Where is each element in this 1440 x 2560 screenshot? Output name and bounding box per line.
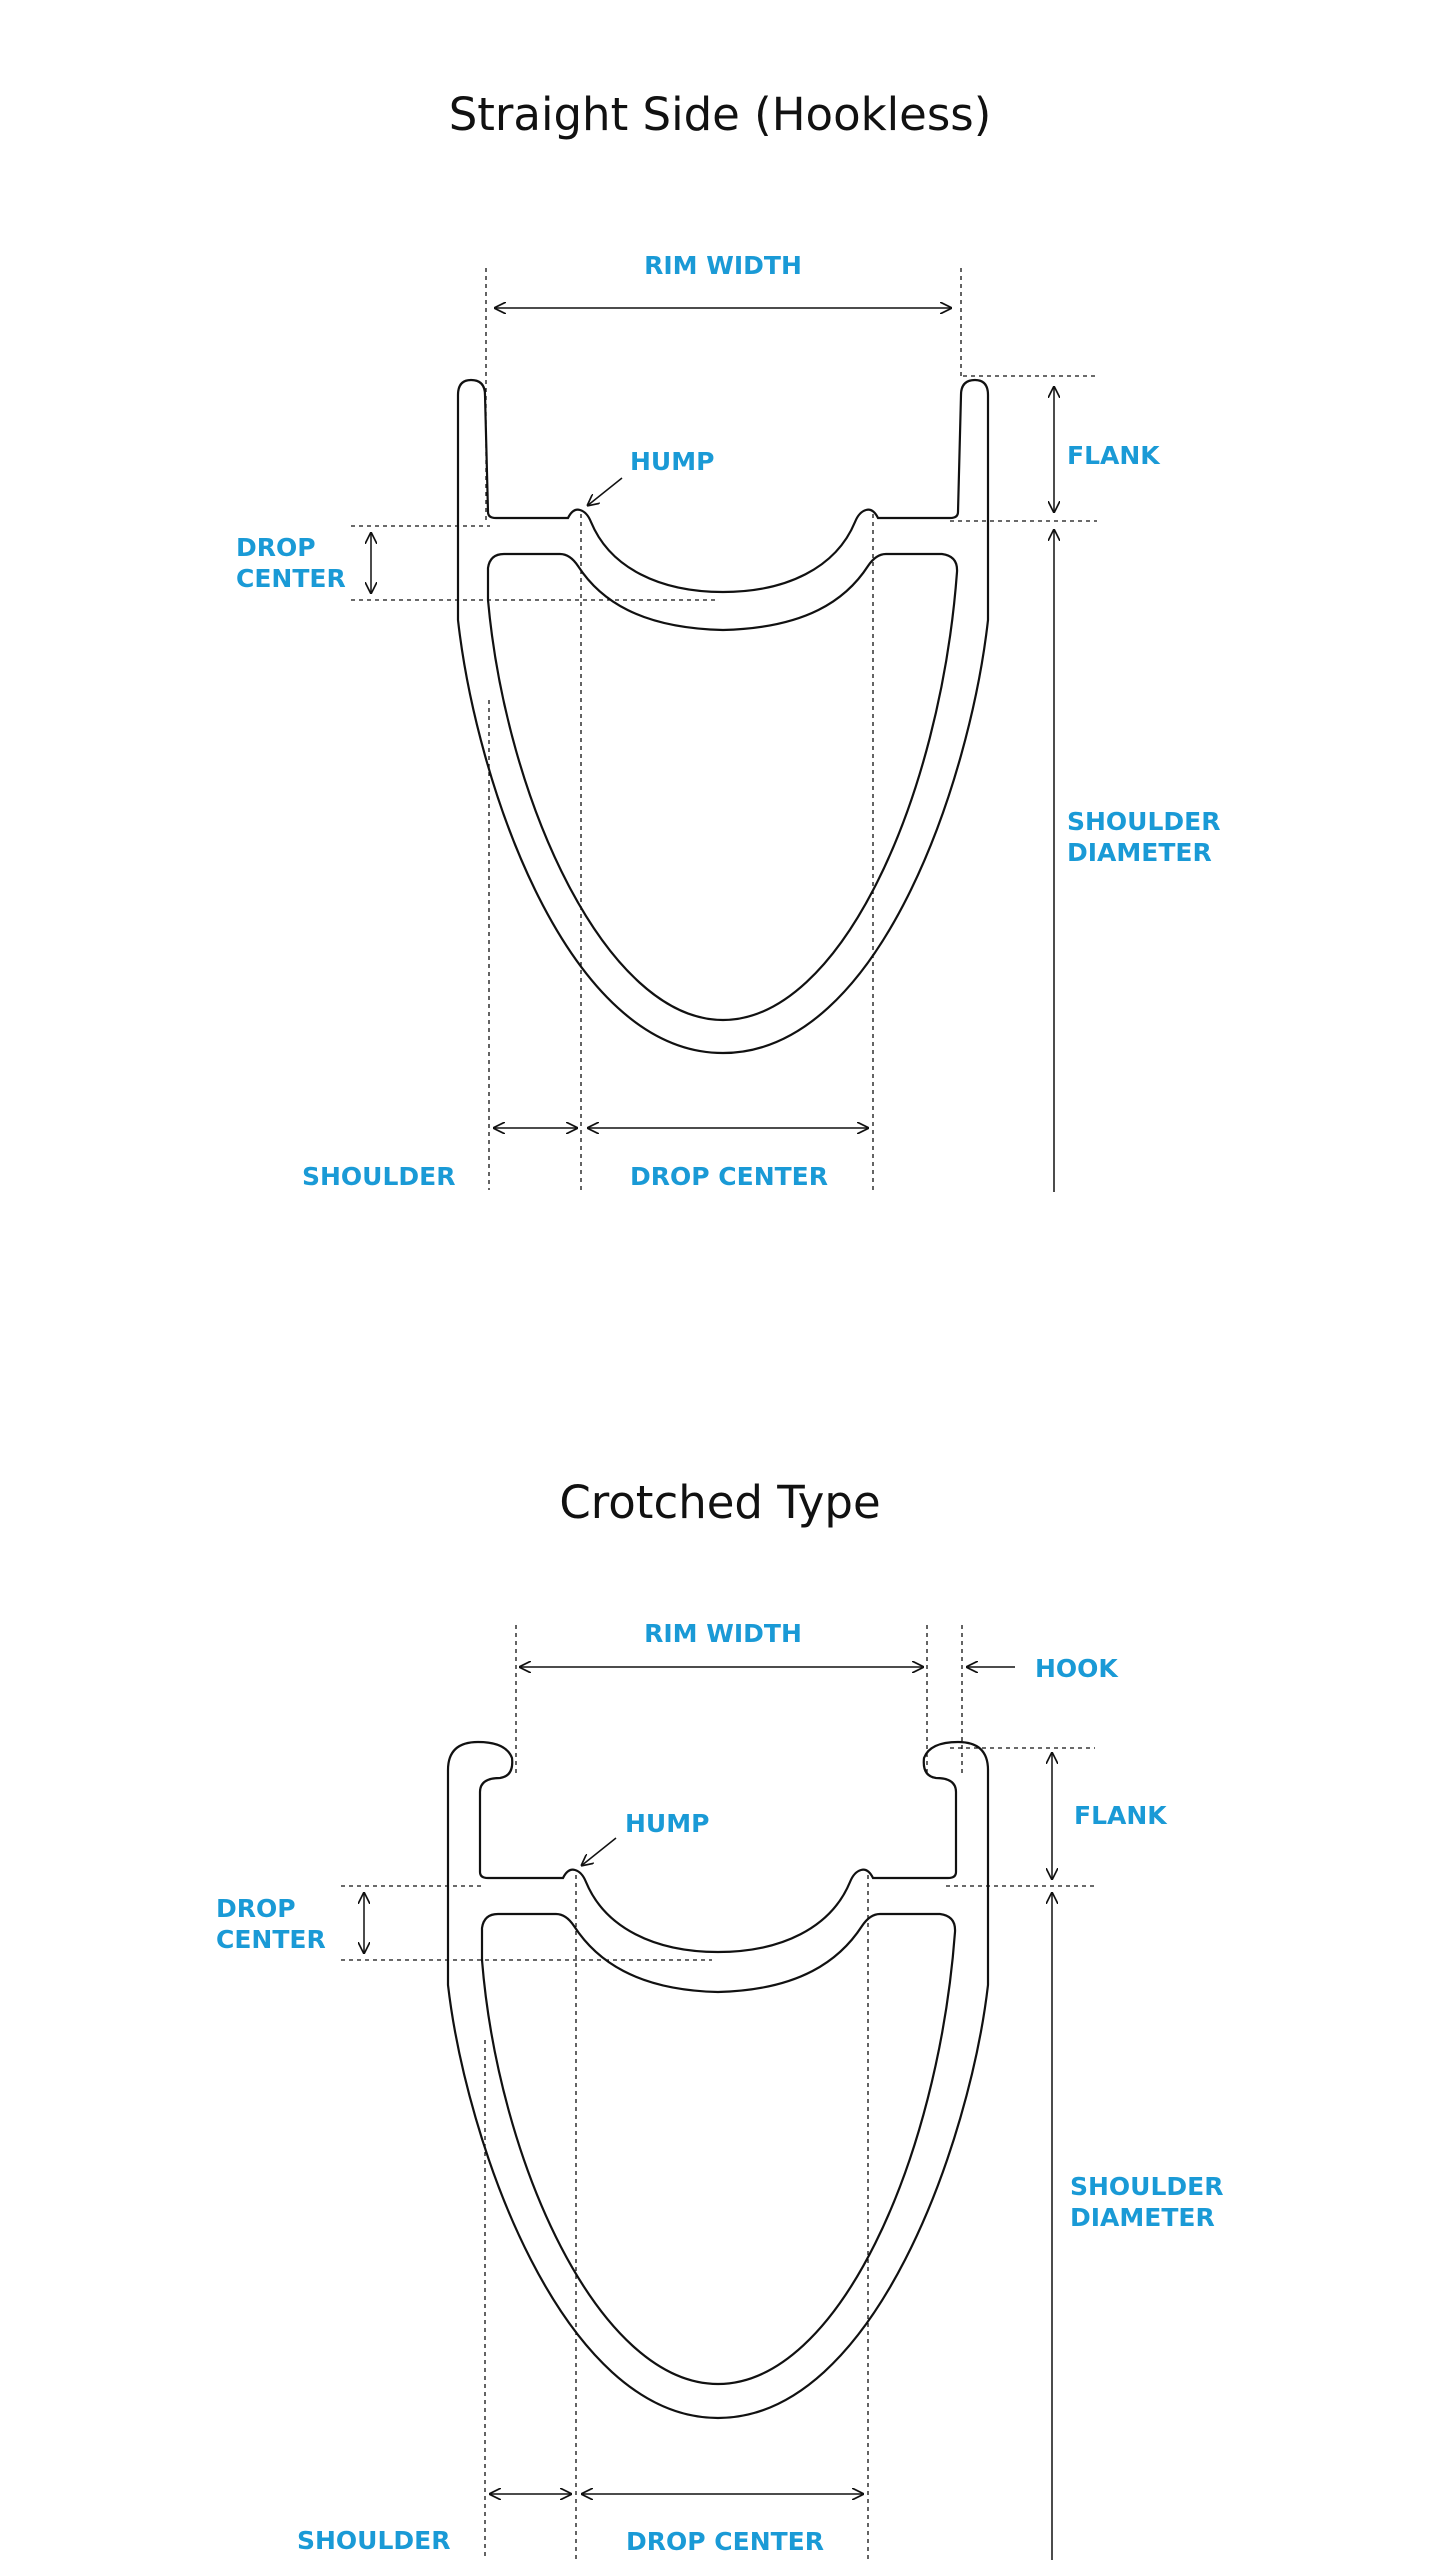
diagram-title-crotched: Crotched Type [559, 1476, 881, 1529]
shoulder-label: SHOULDER [302, 1162, 456, 1191]
hookless-rim-diagram [351, 268, 1097, 1192]
drop-center-side-label [216, 1893, 326, 1955]
drop-center-label: DROP CENTER [629, 1162, 829, 1191]
hump-label: HUMP [630, 447, 715, 476]
drop-center-label: DROP CENTER [625, 2527, 825, 2556]
shoulder-diameter-label-line1: SHOULDER [1070, 2172, 1224, 2201]
hookless-dimension-arrows [371, 308, 1054, 1192]
flank-label: FLANK [1067, 441, 1160, 470]
diagram-title-hookless: Straight Side (Hookless) [448, 88, 992, 141]
crotched-rim-inner-cavity [482, 1914, 955, 2384]
rim-width-label: RIM WIDTH [644, 251, 802, 280]
shoulder-diameter-label-line1: SHOULDER [1067, 807, 1221, 836]
shoulder-diameter-label-line2: DIAMETER [1067, 838, 1212, 867]
flank-label: FLANK [1074, 1801, 1167, 1830]
hump-pointer-arrow [581, 1838, 616, 1866]
shoulder-label: SHOULDER [297, 2526, 451, 2555]
hump-label: HUMP [625, 1809, 710, 1838]
shoulder-diameter-label [1067, 806, 1221, 868]
crotched-dimension-arrows [364, 1667, 1052, 2560]
drop-center-label-line2: CENTER [216, 1925, 326, 1954]
crotched-rim-diagram [341, 1625, 1095, 2560]
hookless-guide-lines [351, 268, 1097, 1190]
drop-center-label-line1: DROP [236, 533, 316, 562]
rim-width-label: RIM WIDTH [644, 1619, 802, 1648]
shoulder-diameter-label [1070, 2171, 1224, 2233]
crotched-guide-lines [341, 1625, 1095, 2560]
drop-center-label-line2: CENTER [236, 564, 346, 593]
hump-pointer-arrow [587, 478, 622, 506]
hookless-rim-outer-profile [458, 380, 988, 1053]
shoulder-diameter-label-line2: DIAMETER [1070, 2203, 1215, 2232]
hook-label: HOOK [1035, 1654, 1118, 1683]
drop-center-side-label [236, 532, 346, 594]
crotched-rim-outer-profile [448, 1742, 988, 2418]
hookless-rim-inner-cavity [488, 554, 957, 1020]
drop-center-label-line1: DROP [216, 1894, 296, 1923]
